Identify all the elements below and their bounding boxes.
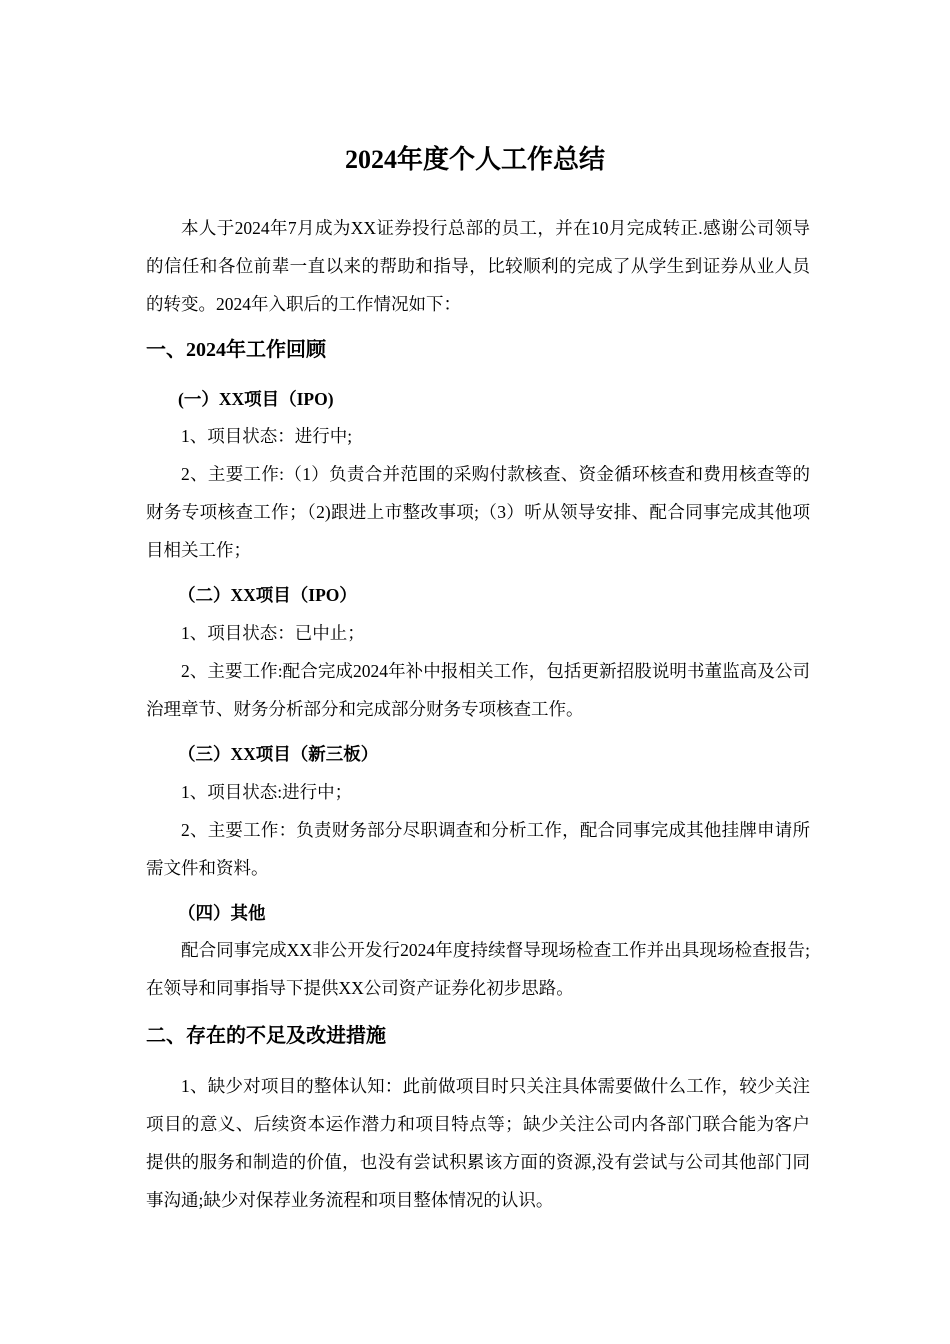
project-3-status: 1、项目状态:进行中； xyxy=(181,782,353,802)
project-2-work: 2、主要工作:配合完成2024年补中报相关工作，包括更新招股说明书董监高及公司治理章节、财务分析部分和完成部分财务专项核查工作。 xyxy=(146,661,810,719)
subsection-heading-project-2: （二）XX项目（IPO） xyxy=(178,585,357,605)
project-2-status: 1、项目状态：已中止； xyxy=(181,623,365,643)
section-heading-shortcomings: 二、存在的不足及改进措施 xyxy=(146,1025,386,1047)
document-title: 2024年度个人工作总结 xyxy=(344,145,605,174)
project-1-work: 2、主要工作:（1）负责合并范围的采购付款核查、资金循环核查和费用核查等的财务专项核查工作；（2)跟进上市整改事项;（3）听从领导安排、配合同事完成其他项目相关工作； xyxy=(146,464,810,560)
project-1-status: 1、项目状态：进行中; xyxy=(181,426,353,446)
subsection-heading-other: （四）其他 xyxy=(178,903,266,923)
intro-paragraph: 本人于2024年7月成为XX证券投行总部的员工，并在10月完成转正.感谢公司领导的信任和各位前辈一直以来的帮助和指导，比较顺利的完成了从学生到证券从业人员的转变。2024年入职后的工作情况如下： xyxy=(146,218,810,314)
other-work-paragraph: 配合同事完成XX非公开发行2024年度持续督导现场检查工作并出具现场检查报告;在领导和同事指导下提供XX公司资产证券化初步思路。 xyxy=(146,940,810,998)
shortcoming-item-1: 1、缺少对项目的整体认知：此前做项目时只关注具体需要做什么工作，较少关注项目的意义、后续资本运作潜力和项目特点等；缺少关注公司内各部门联合能为客户提供的服务和制造的价值，也没有尝试积累该方面的资源,没有尝试与公司其他部门同事沟通;缺少对保荐业务流程和项目整体情况的认识。 xyxy=(146,1076,810,1210)
project-3-work: 2、主要工作：负责财务部分尽职调查和分析工作，配合同事完成其他挂牌申请所需文件和资料。 xyxy=(146,820,810,878)
section-heading-review: 一、2024年工作回顾 xyxy=(146,339,326,361)
subsection-heading-project-3: （三）XX项目（新三板） xyxy=(178,744,379,764)
subsection-heading-project-1: (一）XX项目（IPO) xyxy=(178,389,334,409)
